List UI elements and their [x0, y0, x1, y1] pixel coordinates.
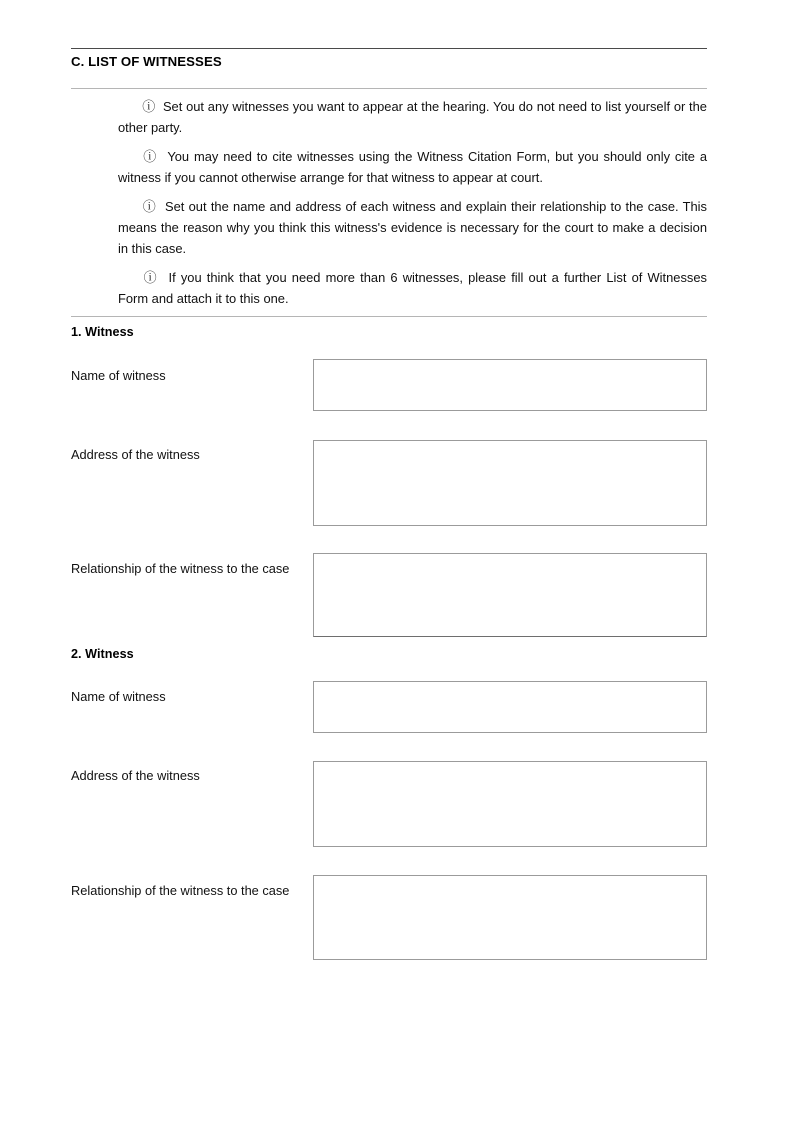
witness-2-relationship-input[interactable]	[313, 875, 707, 960]
witness-1-address-label: Address of the witness	[71, 447, 200, 462]
section-heading: C. LIST OF WITNESSES	[71, 54, 222, 69]
info-circle-icon: ⓘ	[142, 99, 156, 114]
witness-1-name-input[interactable]	[313, 359, 707, 411]
guidance-text: You may need to cite witnesses using the Witness Citation Form, but you should only cite a witness if you cannot otherwise arrange for that witness to appear at court.	[118, 149, 707, 185]
section-top-divider	[71, 48, 707, 49]
witness-2-name-label: Name of witness	[71, 689, 166, 704]
witness-1-divider	[71, 316, 707, 317]
info-circle-icon: ⓘ	[142, 270, 159, 285]
guidance-block	[118, 96, 707, 309]
witness-2-heading: 2. Witness	[71, 647, 134, 661]
guidance-text: If you think that you need more than 6 witnesses, please fill out a further List of Witnesses Form and attach it to this one.	[118, 270, 707, 306]
guidance-item	[118, 146, 707, 188]
witness-2-name-input[interactable]	[313, 681, 707, 733]
info-circle-icon: ⓘ	[142, 149, 158, 164]
info-circle-icon: ⓘ	[142, 199, 157, 214]
witness-2-address-input[interactable]	[313, 761, 707, 847]
witness-1-heading: 1. Witness	[71, 325, 134, 339]
guidance-item	[118, 267, 707, 309]
witness-1-relationship-input[interactable]	[313, 553, 707, 637]
witness-1-name-label: Name of witness	[71, 368, 166, 383]
guidance-item	[118, 196, 707, 259]
witness-2-relationship-label: Relationship of the witness to the case	[71, 883, 290, 898]
witness-1-address-input[interactable]	[313, 440, 707, 526]
guidance-text: Set out any witnesses you want to appear at the hearing. You do not need to list yourself or the other party.	[118, 99, 707, 135]
guidance-item	[118, 96, 707, 138]
witness-1-relationship-label: Relationship of the witness to the case	[71, 561, 290, 576]
guidance-text: Set out the name and address of each witness and explain their relationship to the case. This means the reason why you think this witness's evidence is necessary for the court to make a decision in this case.	[118, 199, 707, 256]
witness-2-address-label: Address of the witness	[71, 768, 200, 783]
section-bottom-divider	[71, 88, 707, 89]
